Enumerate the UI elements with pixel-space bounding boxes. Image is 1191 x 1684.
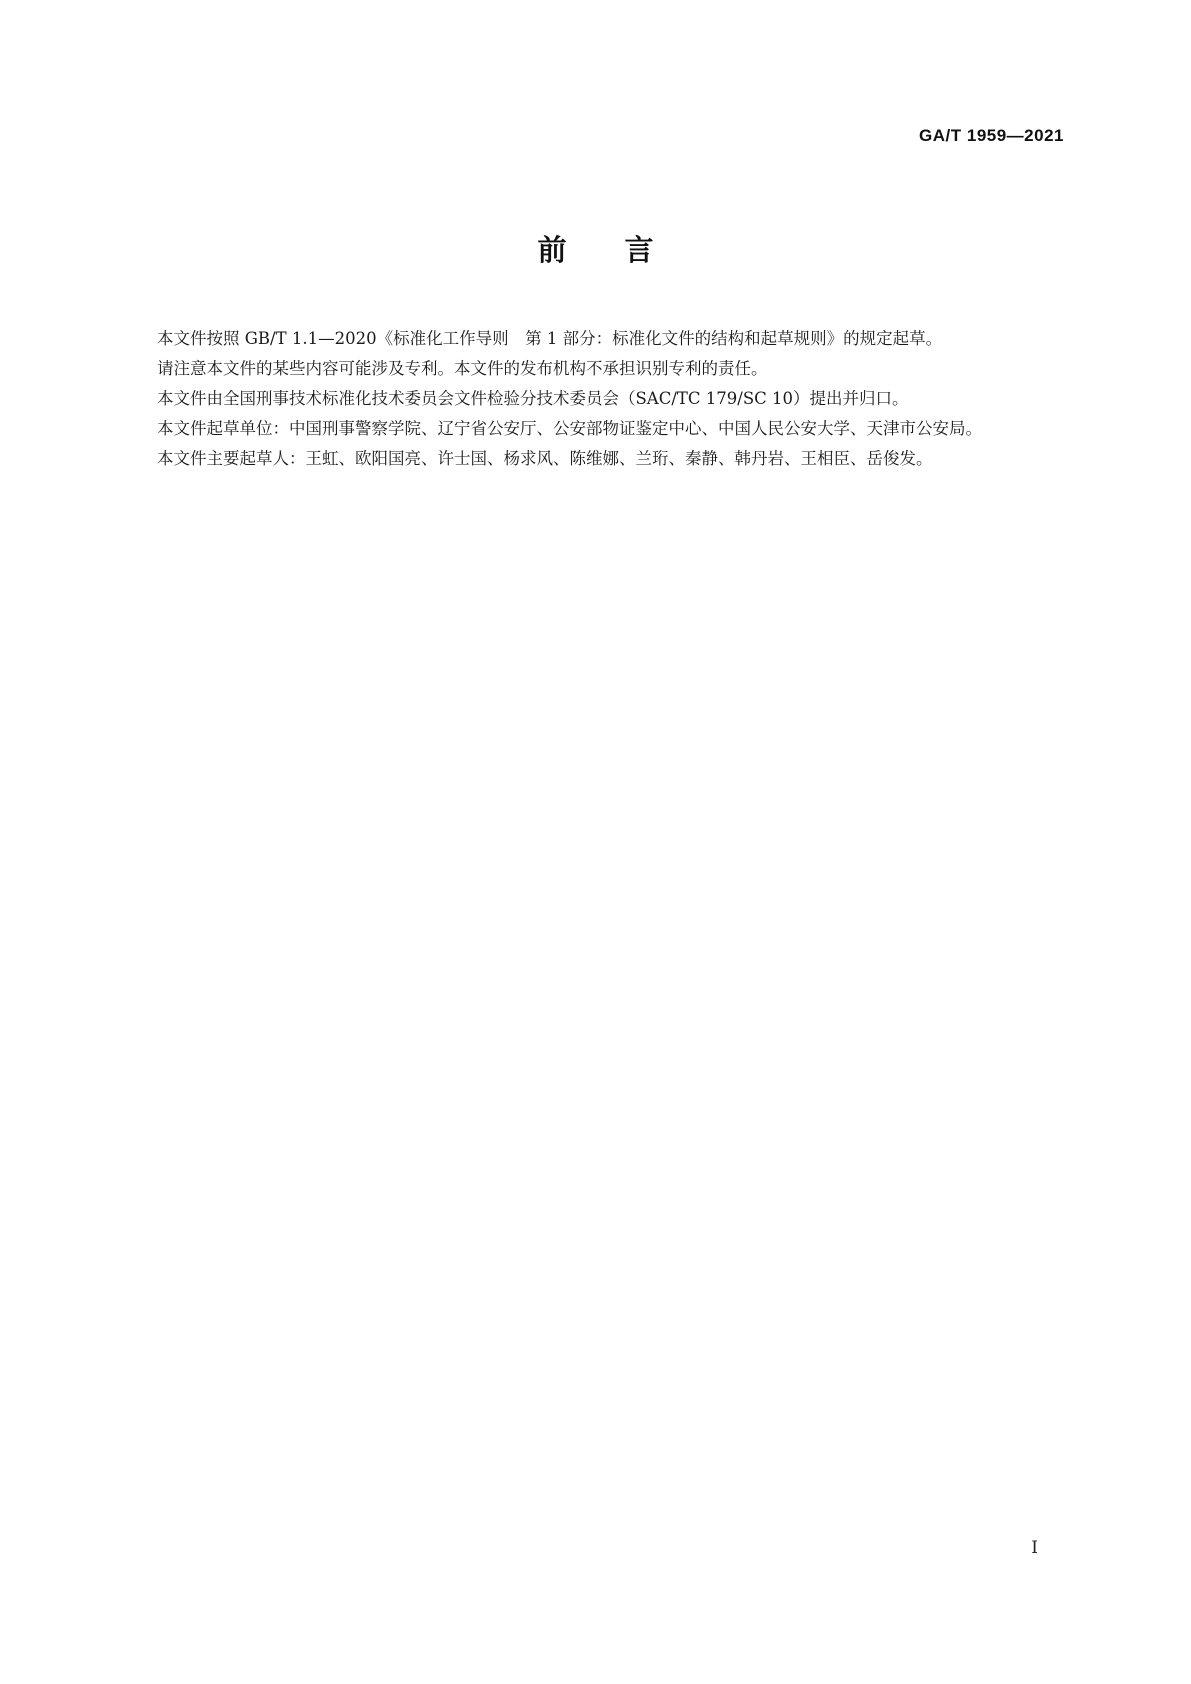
- paragraph-proposer: 本文件由全国刑事技术标准化技术委员会文件检验分技术委员会（SAC/TC 179/SC 10）提出并归口。: [157, 389, 909, 408]
- foreword-body: [124, 324, 1064, 474]
- paragraph-patent-notice: 请注意本文件的某些内容可能涉及专利。本文件的发布机构不承担识别专利的责任。: [157, 359, 768, 378]
- page-number: I: [1031, 1538, 1038, 1558]
- page-title: 前言: [537, 233, 712, 267]
- paragraph-drafters: 本文件主要起草人：王虹、欧阳国亮、许士国、杨求风、陈维娜、兰珩、秦静、韩丹岩、王相臣、岳俊发。: [157, 449, 933, 468]
- paragraph-drafting-rules: 本文件按照 GB/T 1.1—2020《标准化工作导则 第 1 部分：标准化文件的结构和起草规则》的规定起草。: [157, 329, 943, 348]
- document-code: GA/T 1959—2021: [919, 126, 1064, 145]
- paragraph-drafting-units: 本文件起草单位：中国刑事警察学院、辽宁省公安厅、公安部物证鉴定中心、中国人民公安大学、天津市公安局。: [157, 419, 982, 438]
